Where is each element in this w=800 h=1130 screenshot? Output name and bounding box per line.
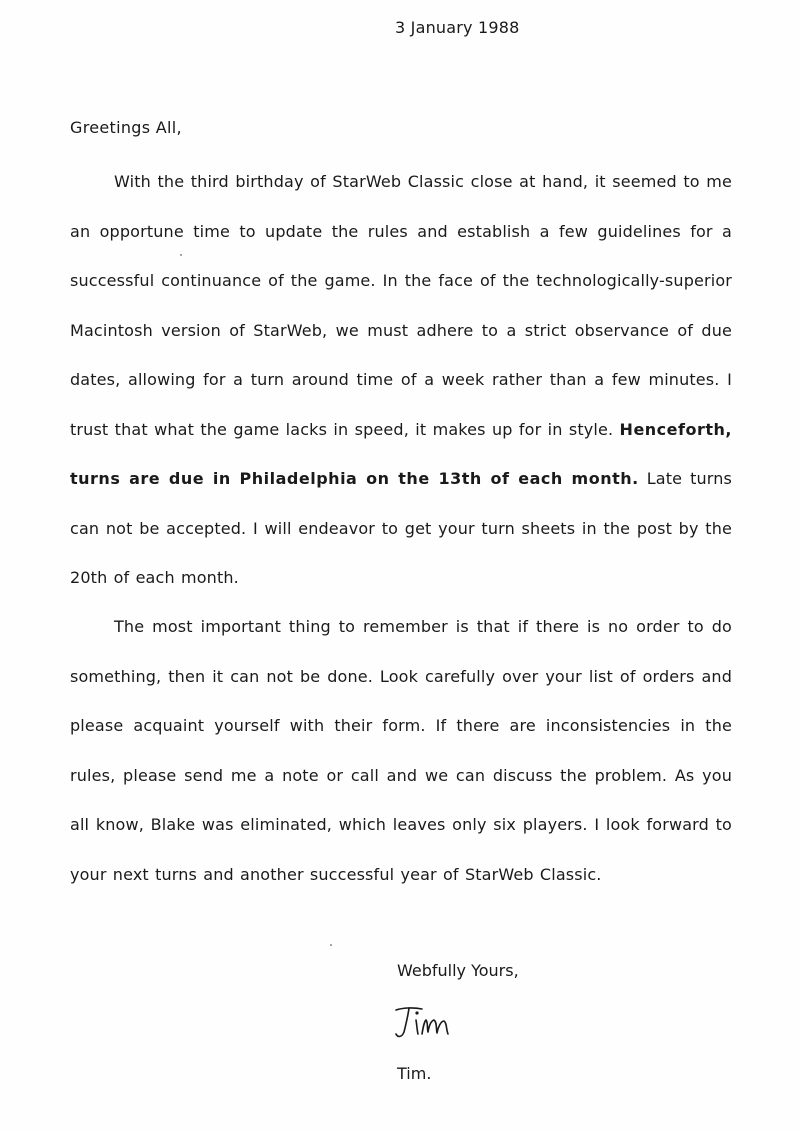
paper-speck xyxy=(330,944,332,946)
paper-speck xyxy=(180,254,182,256)
paragraph-2: The most important thing to remember is that if there is no order to do something, then it can not be done. Look carefully over your list of orders and please acquaint yourself with their form. If there are inconsistencies in the rules, please send me a note or call and we can discuss the problem. As you all know, Blake was eliminated, which leaves only six players. I look forward to your next turns and another successful year of StarWeb Classic. xyxy=(70,617,732,884)
due-date-emphasis: Henceforth, turns are due in Philadelphia on the 13th of each month. xyxy=(70,419,732,488)
handwritten-signature xyxy=(392,1000,462,1042)
sign-off: Webfully Yours, xyxy=(397,961,519,980)
paragraph-1-closing: Late turns can not be accepted. I will endeavor to get your turn sheets in the post by the 20th of each month. xyxy=(70,469,733,587)
signer-name: Tim. xyxy=(397,1064,432,1083)
paragraph-1 xyxy=(70,157,732,603)
letter-date: 3 January 1988 xyxy=(395,18,520,37)
letter-greeting: Greetings All, xyxy=(70,118,182,137)
paragraph-1-intro: With the third birthday of StarWeb Classic close at hand, it seemed to me an opportune time to update the rules and establish a few guidelines for a successful continuance of the game. In the face of the technologically-superior Macintosh version of StarWeb, we must adhere to a strict observance of due dates, allowing for a turn around time of a week rather than a few minutes. I trust that what the game lacks in speed, it makes up for in style. xyxy=(70,172,732,439)
